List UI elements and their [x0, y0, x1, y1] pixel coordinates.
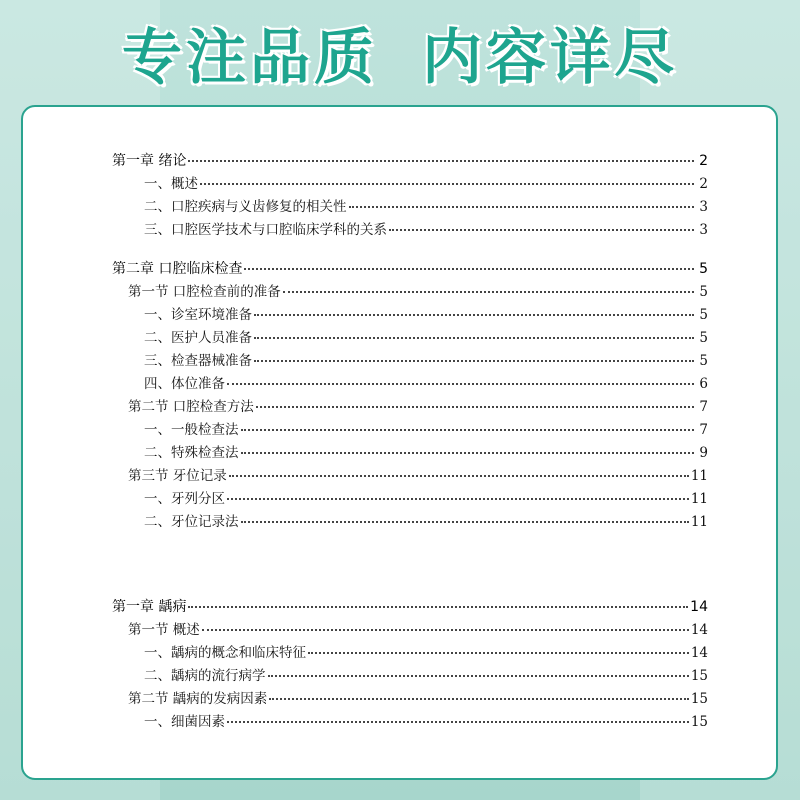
toc-entry: [112, 350, 708, 373]
toc-entry-page: 11: [690, 514, 708, 530]
dot-leader: [256, 394, 694, 408]
dot-leader: [188, 148, 694, 162]
toc-entry-page: 5: [699, 330, 708, 346]
toc-entry: [112, 281, 708, 304]
toc-entry-title: 三、口腔医学技术与口腔临床学科的关系: [144, 222, 387, 238]
toc-entry-title: 一、概述: [144, 176, 198, 192]
toc-entry-page: 5: [699, 261, 708, 277]
toc-entry-title: 三、检查器械准备: [144, 353, 252, 369]
toc-entry-title: 二、特殊检查法: [144, 445, 239, 461]
toc-entry: [112, 488, 708, 511]
headline: [0, 10, 800, 96]
toc-entry-title: 第三节 牙位记录: [128, 468, 227, 484]
toc-entry-title: 一、诊室环境准备: [144, 307, 252, 323]
dot-leader: [202, 617, 689, 631]
toc-entry-page: 11: [690, 468, 708, 484]
toc-entry-title: 第二节 龋病的发病因素: [128, 691, 268, 707]
toc-entry-page: 2: [699, 176, 708, 192]
dot-leader: [254, 325, 694, 339]
toc-entry: [112, 711, 708, 734]
toc-group-3: [112, 596, 708, 734]
dot-leader: [188, 594, 688, 608]
dot-leader: [200, 171, 694, 185]
dot-leader: [283, 279, 694, 293]
toc-entry: [112, 327, 708, 350]
toc-entry-title: 第一节 口腔检查前的准备: [128, 284, 281, 300]
toc-entry: [112, 304, 708, 327]
toc-entry-page: 15: [690, 691, 708, 707]
toc-entry-page: 14: [690, 599, 708, 615]
toc-entry: [112, 396, 708, 419]
toc-entry-title: 二、医护人员准备: [144, 330, 252, 346]
toc-entry-page: 14: [690, 645, 708, 661]
headline-left: 专注品质: [122, 23, 378, 93]
toc-group-2: [112, 258, 708, 534]
dot-leader: [241, 417, 695, 431]
toc-entry-page: 15: [690, 714, 708, 730]
dot-leader: [227, 371, 694, 385]
toc-entry: [112, 419, 708, 442]
toc-entry-page: 14: [690, 622, 708, 638]
toc-entry-title: 第一章 龋病: [112, 599, 187, 615]
dot-leader: [268, 663, 689, 677]
dot-leader: [227, 486, 689, 500]
dot-leader: [254, 302, 694, 316]
toc-entry: [112, 596, 708, 619]
dot-leader: [227, 709, 689, 723]
toc-entry-title: 一、龋病的概念和临床特征: [144, 645, 306, 661]
toc-entry: [112, 665, 708, 688]
toc-entry-page: 7: [699, 422, 708, 438]
toc-entry-title: 二、牙位记录法: [144, 514, 239, 530]
toc-entry-page: 3: [699, 222, 708, 238]
toc-entry: [112, 465, 708, 488]
toc-entry-title: 二、龋病的流行病学: [144, 668, 266, 684]
toc-entry-page: 5: [699, 284, 708, 300]
dot-leader: [244, 256, 694, 270]
toc-entry: [112, 219, 708, 242]
toc-entry: [112, 196, 708, 219]
toc-entry-title: 一、一般检查法: [144, 422, 239, 438]
toc-entry-title: 一、细菌因素: [144, 714, 225, 730]
headline-right: 内容详尽: [422, 23, 678, 93]
dot-leader: [241, 440, 695, 454]
toc-entry-page: 2: [699, 153, 708, 169]
toc-entry-page: 5: [699, 307, 708, 323]
dot-leader: [241, 509, 689, 523]
toc-entry: [112, 688, 708, 711]
dot-leader: [349, 194, 695, 208]
toc-entry-title: 第二章 口腔临床检查: [112, 261, 243, 277]
toc-entry-page: 7: [699, 399, 708, 415]
toc-entry: [112, 150, 708, 173]
toc-entry-page: 6: [699, 376, 708, 392]
toc-entry-page: 9: [699, 445, 708, 461]
dot-leader: [254, 348, 694, 362]
toc-entry: [112, 642, 708, 665]
toc-entry: [112, 442, 708, 465]
toc-entry-title: 四、体位准备: [144, 376, 225, 392]
toc-entry-title: 第一节 概述: [128, 622, 200, 638]
toc-entry: [112, 373, 708, 396]
dot-leader: [229, 463, 689, 477]
toc-entry-page: 11: [690, 491, 708, 507]
toc-entry-title: 第一章 绪论: [112, 153, 187, 169]
toc-entry-title: 二、口腔疾病与义齿修复的相关性: [144, 199, 347, 215]
toc-entry-page: 5: [699, 353, 708, 369]
toc-group-1: [112, 150, 708, 242]
toc-entry: [112, 258, 708, 281]
toc-entry: [112, 173, 708, 196]
toc-entry-page: 15: [690, 668, 708, 684]
table-of-contents: [112, 150, 708, 734]
toc-entry-title: 第二节 口腔检查方法: [128, 399, 254, 415]
toc-entry-title: 一、牙列分区: [144, 491, 225, 507]
toc-entry-page: 3: [699, 199, 708, 215]
toc-entry: [112, 619, 708, 642]
dot-leader: [269, 686, 689, 700]
toc-entry: [112, 511, 708, 534]
dot-leader: [308, 640, 689, 654]
dot-leader: [389, 217, 694, 231]
